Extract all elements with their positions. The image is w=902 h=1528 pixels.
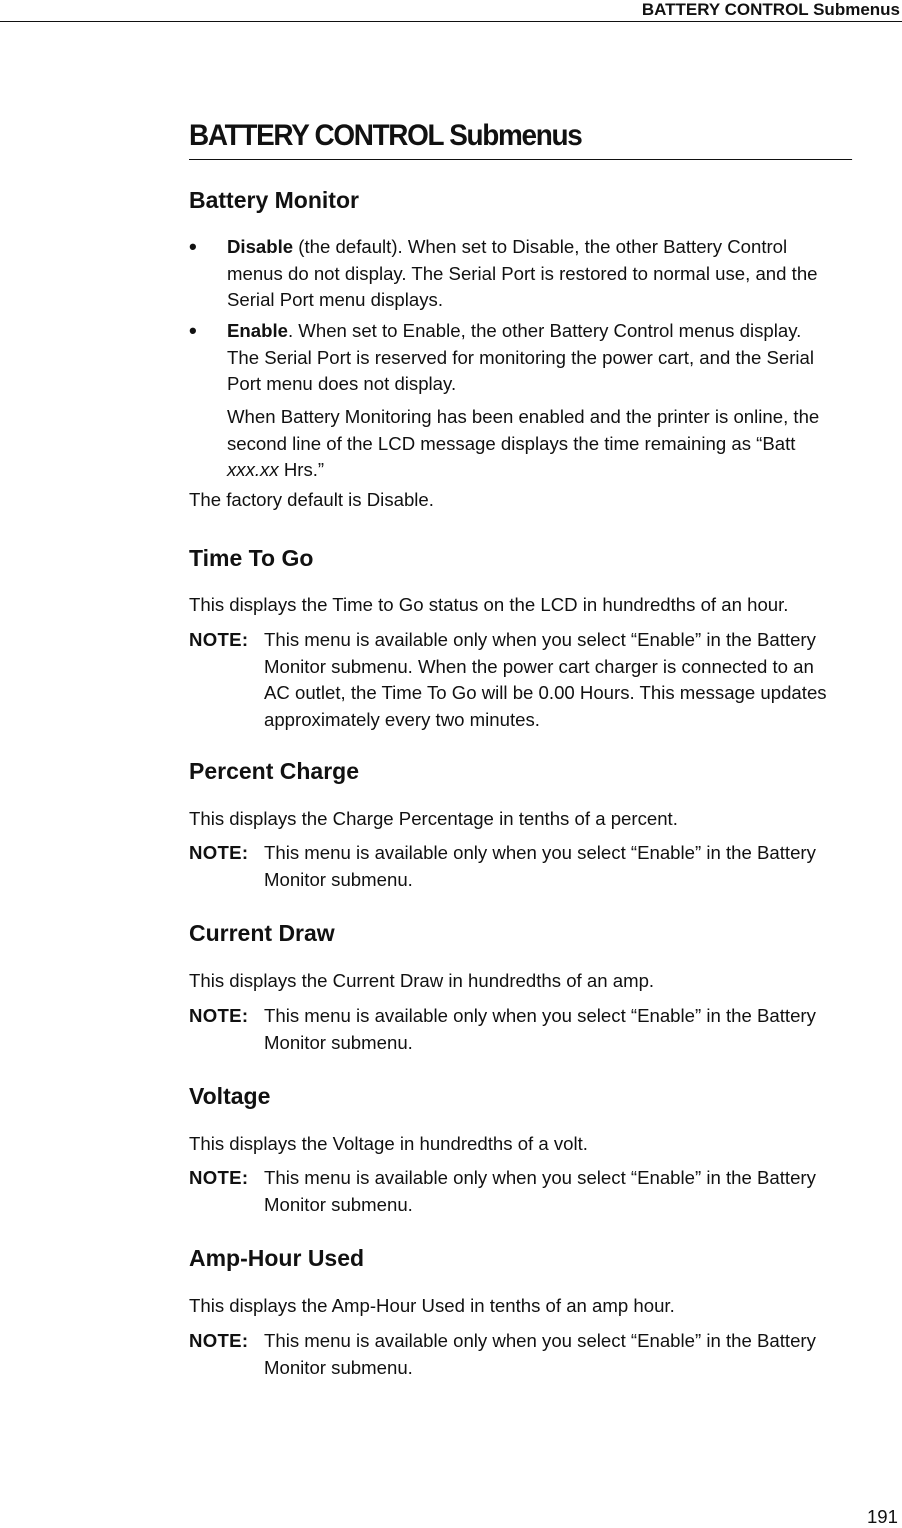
note-label: NOTE: [189, 629, 249, 650]
current-draw-body: This displays the Current Draw in hundredths of an amp. [189, 970, 655, 991]
factory-default-text: The factory default is Disable. [189, 489, 434, 510]
note-label: NOTE: [189, 1005, 249, 1026]
running-header-title: BATTERY CONTROL Submenus [641, 0, 900, 19]
battery-monitoring-enabled-note [227, 404, 902, 484]
enable-term: Enable [227, 320, 288, 341]
disable-description: (the default). When set to Disable, the other Battery Control menus do not display. The Serial Port is restored to normal use, and the Serial Port menu displays. [227, 236, 818, 311]
enabled-note-line-1: When Battery Monitoring has been enabled and the printer is online, the [227, 406, 820, 427]
voltage-heading: Voltage [189, 1083, 271, 1109]
percent-charge-heading: Percent Charge [189, 758, 360, 784]
note-text: This menu is available only when you select “Enable” in the Battery Monitor submenu. [264, 1167, 816, 1215]
enabled-note-line-2: second line of the LCD message displays the time remaining as “Batt [227, 432, 796, 454]
amp-hour-used-body: This displays the Amp-Hour Used in tenths of an amp hour. [189, 1295, 675, 1316]
note-text: This menu is available only when you select “Enable” in the Battery Monitor submenu. [264, 842, 816, 890]
note-text: This menu is available only when you select “Enable” in the Battery Monitor submenu. [264, 1005, 816, 1053]
percent-charge-body: This displays the Charge Percentage in tenths of a percent. [189, 808, 678, 829]
battery-monitor-heading: Battery Monitor [189, 187, 359, 213]
time-to-go-body: This displays the Time to Go status on the LCD in hundredths of an hour. [189, 594, 789, 615]
voltage-body: This displays the Voltage in hundredths of a volt. [189, 1133, 588, 1154]
note-label: NOTE: [189, 1330, 249, 1351]
amp-hour-used-heading: Amp-Hour Used [189, 1245, 365, 1271]
disable-bullet-text [227, 234, 902, 314]
chapter-title: BATTERY CONTROL Submenus [189, 116, 852, 160]
bullet-icon: • [189, 234, 197, 259]
page-number: 191 [866, 1506, 898, 1527]
note-text: This menu is available only when you select “Enable” in the Battery Monitor submenu. [264, 1330, 816, 1378]
time-to-go-heading: Time To Go [189, 545, 314, 571]
enable-bullet-item [189, 318, 902, 398]
note-label: NOTE: [189, 1167, 249, 1188]
note-text: This menu is available only when you select “Enable” in the Battery Monitor submenu. When the power cart charger is connected to an AC outlet, the Time To Go will be 0.00 Hours. This message updates approximately every two minutes. [264, 629, 827, 730]
enabled-note-end: Hrs.” [278, 459, 325, 481]
bullet-icon: • [189, 318, 197, 343]
disable-term: Disable [227, 236, 294, 257]
note-label: NOTE: [189, 842, 249, 863]
enable-description: . When set to Enable, the other Battery Control menus display. The Serial Port is reserved for monitoring the power cart, and the Serial Port menu does not display. [227, 320, 815, 395]
disable-bullet-item [189, 234, 902, 314]
enable-bullet-text [227, 318, 902, 398]
enabled-note-value: xxx.xx [227, 459, 279, 481]
running-header [0, 0, 902, 22]
current-draw-heading: Current Draw [189, 920, 335, 946]
